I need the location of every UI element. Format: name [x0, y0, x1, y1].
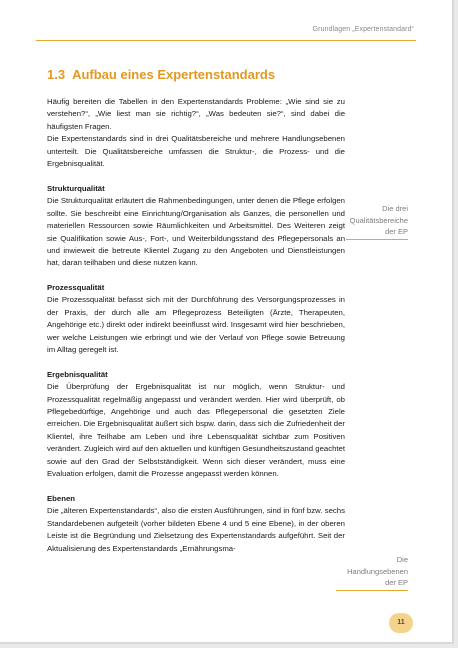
paragraph-prozessqualitaet: Die Prozessqualität befasst sich mit der Durchführung des Versorgungsprozesses in der Praxis, der durch alle am Pflegeprozess Beteiligten (Ärzte, Therapeuten, Angehörige etc.) direkt oder indirekt beeinflusst wird. Insgesamt wird hier beschrieben, wer welche Leistungen wie erbringt und wie der Verlauf von Pflege sowie Betreuung im Alltag geregelt ist. — [47, 295, 345, 355]
paragraph-ergebnisqualitaet: Die Überprüfung der Ergebnisqualität ist nur möglich, wenn Struktur- und Prozessqualität regelmäßig angepasst und verändert werden. Hier wird überprüft, ob Pflegebedürftige, Angehörige und auch das Pflegepersonal die gesetzten Ziele erreichen. Die Ergebnisqualität äußert sich bspw. darin, dass sich die Zufriedenheit der Klientel, ihre Teilhabe am Leben und ihre Lebensqualität sichtbar zum Positiven verändert. Zugleich wird auf den aktuellen und künftigen Gesundheitszustand geachtet sowie auf den Grad der Selbstständigkeit. Wenn sich dieser verändert, muss eine Evaluation erfolgen, damit die Prozesse angepasst werden können. — [47, 382, 345, 479]
margin-note-rule — [346, 239, 408, 240]
margin-note-handlungsebenen — [336, 554, 408, 591]
section-title: Aufbau eines Expertenstandards — [72, 67, 276, 82]
margin-note-rule — [336, 590, 408, 591]
section-number: 1.3 — [47, 67, 66, 82]
body-text — [47, 96, 345, 555]
heading-prozessqualitaet: Prozessqualität — [47, 282, 105, 292]
heading-strukturqualitaet: Strukturqualität — [47, 183, 105, 193]
page-number-badge: 11 — [389, 613, 413, 633]
paragraph-strukturqualitaet: Die Strukturqualität erläutert die Rahmenbedingungen, unter denen die Pflege erfolgen sollte. Sie beschreibt eine Einrichtung/Organisation als Ganzes, die personellen und materiellen Ressourcen sowie Räumlichkeiten und Arbeitsmittel. Des Weiteren zeigt sie Qualifikation sowie Aus-, Fort-, und Weiterbildungsstand des Pflegepersonals an und inwieweit die betreute Klientel Zugang zu den Angeboten und Dienstleistungen hat, daran teilhaben und diese nutzen kann. — [47, 196, 345, 268]
intro-paragraph-2: Die Expertenstandards sind in drei Qualitätsbereiche und mehrere Handlungsebenen unterteilt. Die Qualitätsbereiche umfassen die Struktur-, die Prozess- und die Ergebnisqualität. — [47, 134, 345, 169]
margin-note-qualitaetsbereiche — [346, 203, 408, 240]
section-heading — [47, 67, 275, 82]
heading-ergebnisqualitaet: Ergebnisqualität — [47, 369, 108, 379]
heading-ebenen: Ebenen — [47, 493, 75, 503]
intro-paragraph-1: Häufig bereiten die Tabellen in den Expertenstandards Probleme: „Wie sind sie zu verstehen?“, „Wie liest man sie richtig?“, „Was bedeuten sie?“, sind dabei die häufigsten Fragen. — [47, 97, 345, 131]
paragraph-ebenen: Die „älteren Expertenstandards“, also die ersten Ausführungen, sind in fünf bzw. sechs Standardebenen aufgeteilt (vorher bildeten Ebene 4 und 5 eine Ebene), in der oberen Leiste ist die Begründung und Zielsetzung des Expertenstandards aufgeführt. Seit der Aktualisierung des Expertenstandards „Ernährungsma- — [47, 506, 345, 553]
running-header: Grundlagen „Expertenstandard“ — [312, 26, 414, 33]
header-rule — [36, 40, 416, 41]
margin-note-text: Die drei Qualitätsbereiche der EP — [349, 204, 408, 236]
margin-note-text: Die Handlungsebenen der EP — [347, 555, 408, 587]
